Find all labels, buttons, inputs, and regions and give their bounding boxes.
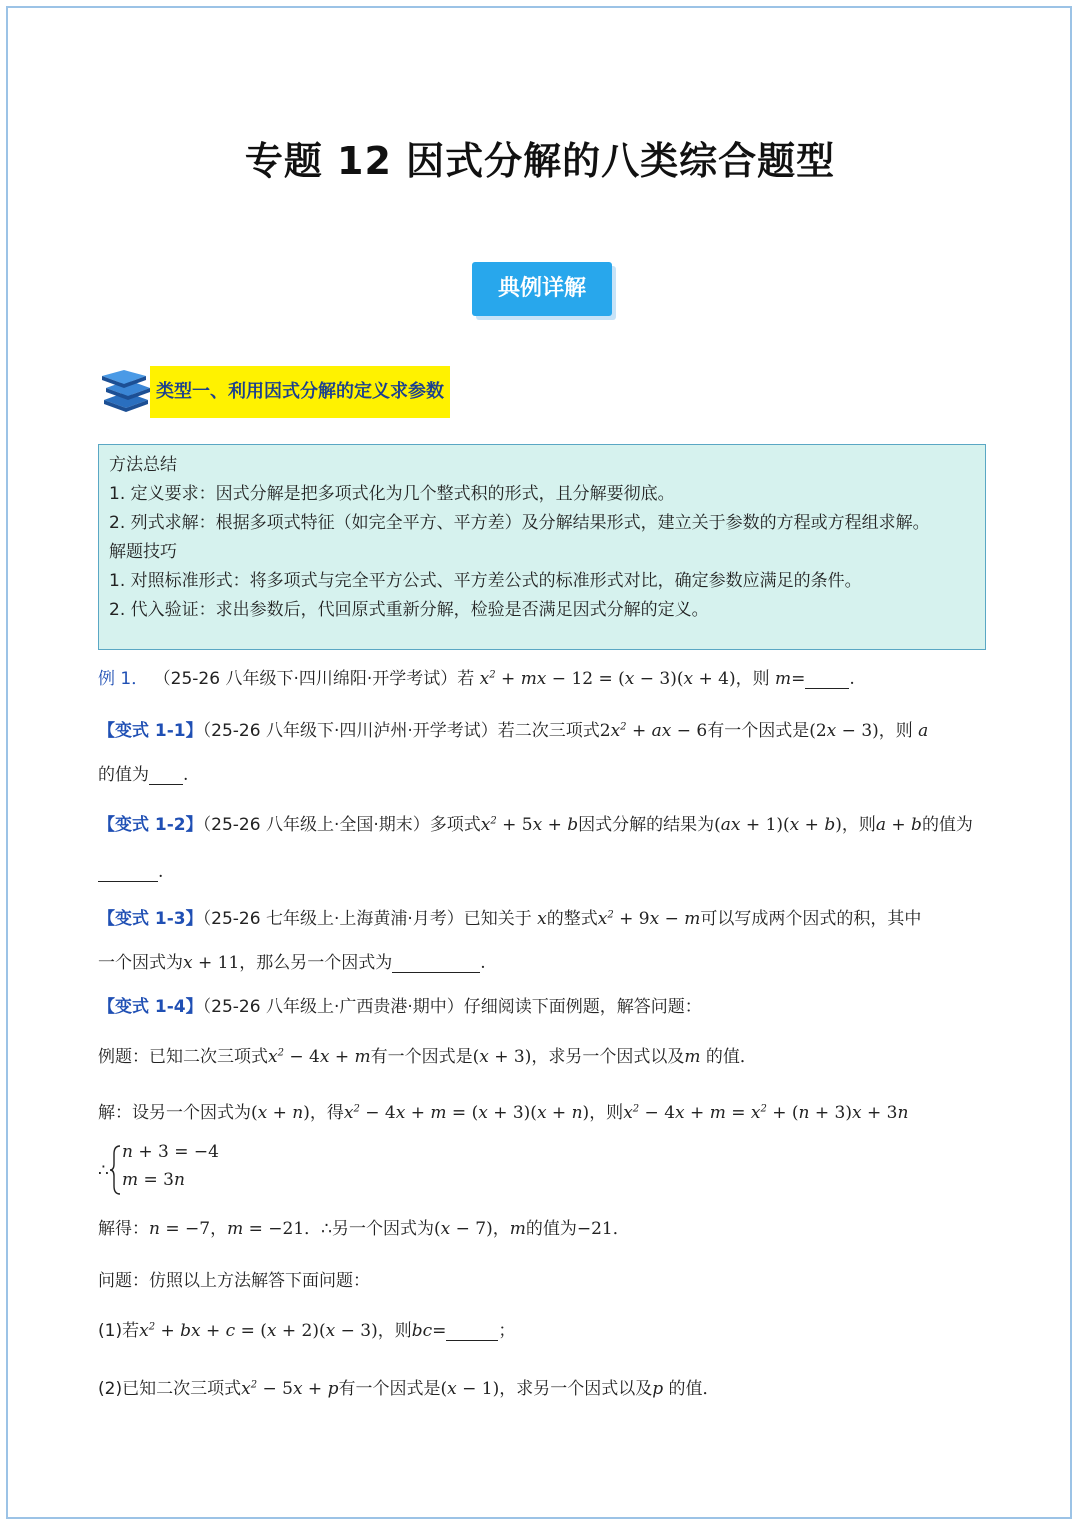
variant-tag: 【变式 1-2】	[98, 815, 203, 835]
tips-line-1: 1. 对照标准形式：将多项式与完全平方公式、平方差公式的标准形式对比，确定参数应满足的条件。	[109, 571, 862, 591]
section-badge: 典例详解	[472, 262, 612, 316]
variant-tag: 【变式 1-4】	[98, 997, 203, 1017]
variant-1-1: 【变式 1-1】（25-26 八年级下·四川泸州·开学考试）若二次三项式$2x^2$ + ax − 6有一个因式是(2x − 3)，则 a	[98, 721, 929, 741]
books-icon	[100, 370, 152, 414]
method-line-1: 1. 定义要求：因式分解是把多项式化为几个整式积的形式，且分解要彻底。	[109, 484, 675, 504]
svg-text:∴: ∴	[98, 1161, 109, 1181]
variant-1-3: 【变式 1-3】（25-26 七年级上·上海黄浦·月考）已知关于 x的整式$x^2 + 9x - m$可以写成两个因式的积，其中	[98, 909, 922, 929]
variant-1-2-line-2: .	[98, 862, 163, 882]
variant-tag: 【变式 1-3】	[98, 909, 203, 929]
variant-1-1-line-2: 的值为 .	[98, 765, 189, 785]
example-problem: 例题：已知二次三项式$x^2 - 4x + m$有一个因式是(x + 3)，求另一个因式以及m 的值．	[98, 1047, 757, 1067]
question-intro: 问题：仿照以上方法解答下面问题：	[98, 1271, 370, 1291]
method-heading: 方法总结	[109, 455, 177, 475]
method-line-2: 2. 列式求解：根据多项式特征（如完全平方、平方差）及分解结果形式，建立关于参数的方程或方程组求解。	[109, 513, 930, 533]
variant-1-2: 【变式 1-2】（25-26 八年级上·全国·期末）多项式$x^2 + 5x + b$因式分解的结果为(ax + 1)(x + b)，则a + b的值为	[98, 815, 973, 835]
variant-1-3-line-2: 一个因式为x + 11，那么另一个因式为 .	[98, 953, 486, 973]
variant-1-4: 【变式 1-4】（25-26 八年级上·广西贵港·期中）仔细阅读下面例题，解答问题：	[98, 997, 702, 1017]
solution-line: 解：设另一个因式为(x + n)，得$x^2 - 4x + m = (x + 3)(x + n)$，则$x^2 - 4x + m = x^2 + (n + 3)x + 3n$	[98, 1103, 909, 1123]
example-1: 例 1． （25-26 八年级下·四川绵阳·开学考试）若 $x^2$ + mx − 12 = (x − 3)(x + 4)，则 m= .	[98, 669, 855, 689]
method-summary-box	[98, 444, 986, 650]
question-2: (2)已知二次三项式$x^2 - 5x + p$有一个因式是(x − 1)，求另一个因式以及p 的值．	[98, 1379, 720, 1399]
solution-result: 解得：n = −7，m = −21．∴另一个因式为(x − 7)，m的值为−21．	[98, 1219, 630, 1239]
type-label: 类型一、利用因式分解的定义求参数	[150, 366, 450, 418]
variant-tag: 【变式 1-1】	[98, 721, 203, 741]
tips-heading: 解题技巧	[109, 542, 177, 562]
page-title: 专题 12 因式分解的八类综合题型	[244, 139, 836, 183]
example-tag: 例 1．	[98, 669, 149, 689]
question-1: (1)若$x^2$ + bx + c = (x + 2)(x − 3)，则bc= ；	[98, 1321, 516, 1341]
tips-line-2: 2. 代入验证：求出参数后，代回原式重新分解，检验是否满足因式分解的定义。	[109, 600, 709, 620]
example-source: （25-26 八年级下·四川绵阳·开学考试）若	[153, 669, 475, 689]
